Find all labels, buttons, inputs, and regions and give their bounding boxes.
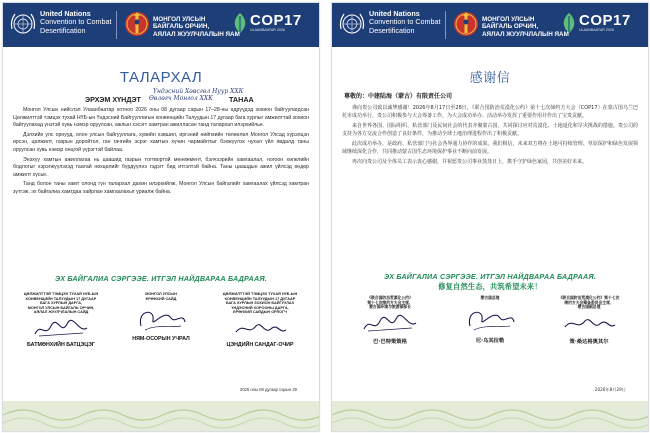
letterhead-banner	[332, 3, 648, 47]
signatory-role: ЦӨЛЖИЛТТЭЙ ТЭМЦЭХ ТУХАЙ НҮБ-ЫН КОНВЕНЦИЙН ТАЛУУДЫН 17 ДУГААР БАГА ХУРЛЫН ДАРГА, МОНГОЛ УЛСЫН БАЙГАЛЬ ОРЧИН, АЯЛАЛ ЖУУЛЧЛАЛЫН САЙД	[23, 292, 99, 315]
signature-scribble-icon	[131, 304, 191, 334]
letterhead-banner	[3, 3, 319, 47]
un-name: United Nations Convention to Combat Desertification	[40, 9, 112, 35]
signatory-role: 《联合国防治荒漠化公约》 第十七次缔约方大会主席、 蒙古国环境与旅游部部长	[367, 295, 413, 310]
signatory-name: 尼·乌其拉勒	[475, 337, 505, 344]
letter-date: 2026年8月29日	[594, 387, 626, 392]
decorative-footer-pattern	[332, 401, 648, 431]
ministry-name: МОНГОЛ УЛСЫН БАЙГАЛЬ ОРЧИН, АЯЛАЛ ЖУУЛЧЛАЛЫН ЯАМ	[482, 16, 569, 38]
body-paragraph: 此次成功举办，是政府、私营部门与社会各界通力协作的成果。我们相信，未来双方将在土地可持续管理、草原保护和绿色发展领域继续深化合作，共同推动蒙古国生态环境保护事业不断向前发展。	[342, 141, 638, 155]
handwritten-recipient-line-1: Үндэсний Хөвсгөл Нуур ХХК	[153, 88, 244, 95]
signatory-name: ЦЭНДИЙН САНДАГ-ОЧИР	[226, 341, 294, 348]
letter-page-chinese	[331, 2, 649, 432]
decorative-footer-pattern	[3, 401, 319, 431]
signature-block-1	[340, 296, 440, 345]
addressee-prefix: ЭРХЭМ ХҮНДЭТ	[85, 95, 141, 104]
letter-title: 感谢信	[469, 71, 511, 86]
signatory-name: 策·桑达格奥其尔	[569, 338, 609, 345]
cop17-wordmark: COP17 ULAANBAATAR 2026	[250, 12, 302, 32]
addressee: 尊敬的：中建陆海（蒙古）有限责任公司	[344, 93, 453, 100]
letter-title: ТАЛАРХАЛ	[119, 69, 203, 86]
body-paragraph: Танд болон таны хамт олонд гүн талархал дахин илэрхийлж, Монгол Улсын байгалийг хамгаалах үйлсэд хамтран зүтгэж, эх байгалиа хамтдаа хайрлан хамгаалахыг уриалж байна.	[13, 181, 309, 195]
signatory-role: МОНГОЛ УЛСЫН ЕРӨНХИЙ САЙД	[145, 292, 177, 301]
letter-body	[13, 107, 309, 199]
cop17-leaf-logo-icon	[232, 12, 248, 34]
handwritten-recipient-line-2: Өвлөгч Монгол ХХК	[149, 95, 213, 102]
signature-scribble-icon	[31, 318, 91, 340]
signatory-name: НЯМ-ОСОРЫН УЧРАЛ	[132, 336, 190, 343]
un-name: United Nations Convention to Combat Desertification	[369, 9, 441, 35]
body-paragraph: 再次向贵公司及全体员工表示衷心感谢，并祝愿贵公司事业蒸蒸日上，携手守护绿色家园，共创美好未来。	[352, 159, 588, 165]
signature-scribble-icon	[360, 313, 420, 335]
letter-page-mongolian	[2, 2, 320, 432]
signature-block-2	[115, 292, 207, 342]
header-divider	[445, 11, 446, 39]
letter-body	[342, 104, 638, 168]
header-divider	[116, 11, 117, 39]
signatory-name: БАТМӨНХИЙН БАТЦЭЦЭГ	[27, 341, 95, 348]
slogan-chinese: 修复自然生态，共筑希望未来！	[438, 282, 542, 291]
signature-scribble-icon	[460, 304, 520, 334]
letter-date: 2026 оны 08 дугаар сарын 29	[239, 387, 297, 392]
body-paragraph: Дэлхийн улс орнууд, олон улсын байгууллага, хувийн хэвшил, иргэний нийгмийн төлөөлөл Монгол Улсад хүрэлцэн ирсэн, цөлжилт, газрын доройтол, ган гачгийн эсрэг хамтын хүчин чармайлтыг бэхжүүлэх чухал үйл явдалд таны оруулсан хувь нэмэр онцгой үүрэгтэй байлаа.	[13, 131, 309, 153]
cop17-wordmark: COP17 ULAANBAATAR 2026	[579, 12, 631, 32]
signatory-name: 巴·巴特策策格	[373, 338, 407, 345]
signatory-role: 蒙古国总理	[480, 295, 500, 300]
body-paragraph: 谨向贵公司致以诚挚感谢！2026年8月17日至28日，《联合国防治荒漠化公约》第十七次缔约方大会（COP17）在蒙古国乌兰巴托市成功举行，贵公司积极参与大会筹备工作，为大会成功举办、活动举办发挥了重要作用并作出了宝贵贡献。	[342, 105, 638, 119]
cop17-leaf-logo-icon	[561, 12, 577, 34]
signature-block-1	[11, 292, 111, 348]
un-laurel-emblem-icon	[8, 9, 38, 39]
signature-block-2	[444, 296, 536, 344]
slogan-mongolian: ЭХ БАЙГАЛИА СЭРГЭЭЕ. ИТГЭЛ НАЙДВАРАА БАДРААЯ.	[384, 272, 596, 281]
signature-scribble-icon	[559, 313, 619, 335]
signature-block-3	[536, 296, 642, 345]
body-paragraph: 来自世界各国、国际组织、私营部门及民间社会的代表齐聚蒙古国，共同探讨应对荒漠化、土地退化和旱灾挑战的措施。贵公司的支持为各方交流合作创造了良好条件，为推动全球土地治理进程作出了积极贡献。	[342, 123, 638, 137]
soyombo-icon	[453, 8, 479, 40]
body-paragraph: Монгол Улсын нийслэл Улаанбаатар хотноо 2026 оны 08 дугаар сарын 17–28-ны өдрүүдэд зохион байгуулагдсан Цөлжилттэй тэмцэх тухай НҮБ-ын Үндэсний Байгууллагын конвенцийн Талуудын 17 дугаар бага хурлыг амжилттай зохион байгуулахад үнэтэй хувь нэмэр оруулсан, ажлын хэсэгт хамтран ажилласан танд талархал илэрхийлье.	[13, 107, 309, 129]
body-paragraph: Энэхүү хамтын ажиллагаа нь цаашид газрын тогтвортой менежмент, бэлчээрийн хамгаалал, ногоон хөгжлийн бодлогыг хэрэгжүүлэхэд таатай нөхцөлийг бүрдүүлнэ гэдэгт бид итгэлтэй байна. Таны цаашдын ажил үйлсэд өндөр амжилт хүсье.	[13, 156, 309, 178]
slogan: ЭХ БАЙГАЛИА СЭРГЭЭЕ. ИТГЭЛ НАЙДВАРАА БАДРААЯ.	[55, 274, 267, 283]
addressee-suffix: ТАНАА	[229, 95, 254, 104]
signature-scribble-icon	[230, 318, 290, 340]
signatory-role: 《联合国防治荒漠化公约》第十七次 缔约方大会筹备委员会主席、 蒙古国副总理	[558, 295, 620, 310]
signatory-role: ЦӨЛЖИЛТТЭЙ ТЭМЦЭХ ТУХАЙ НҮБ-ЫН КОНВЕНЦИЙН ТАЛУУДЫН 17 ДУГААР БАГА ХУРЛЫН ЗОХИОН БАЙГУУЛАХ ҮНДЭСНИЙ ХОРООНЫ ДАРГА, ЕРӨНХИЙ САЙДЫН ОРЛОГЧ	[222, 292, 298, 315]
un-laurel-emblem-icon	[337, 9, 367, 39]
ministry-name: МОНГОЛ УЛСЫН БАЙГАЛЬ ОРЧИН, АЯЛАЛ ЖУУЛЧЛАЛЫН ЯАМ	[153, 16, 240, 38]
signature-block-3	[207, 292, 313, 348]
soyombo-icon	[124, 8, 150, 40]
